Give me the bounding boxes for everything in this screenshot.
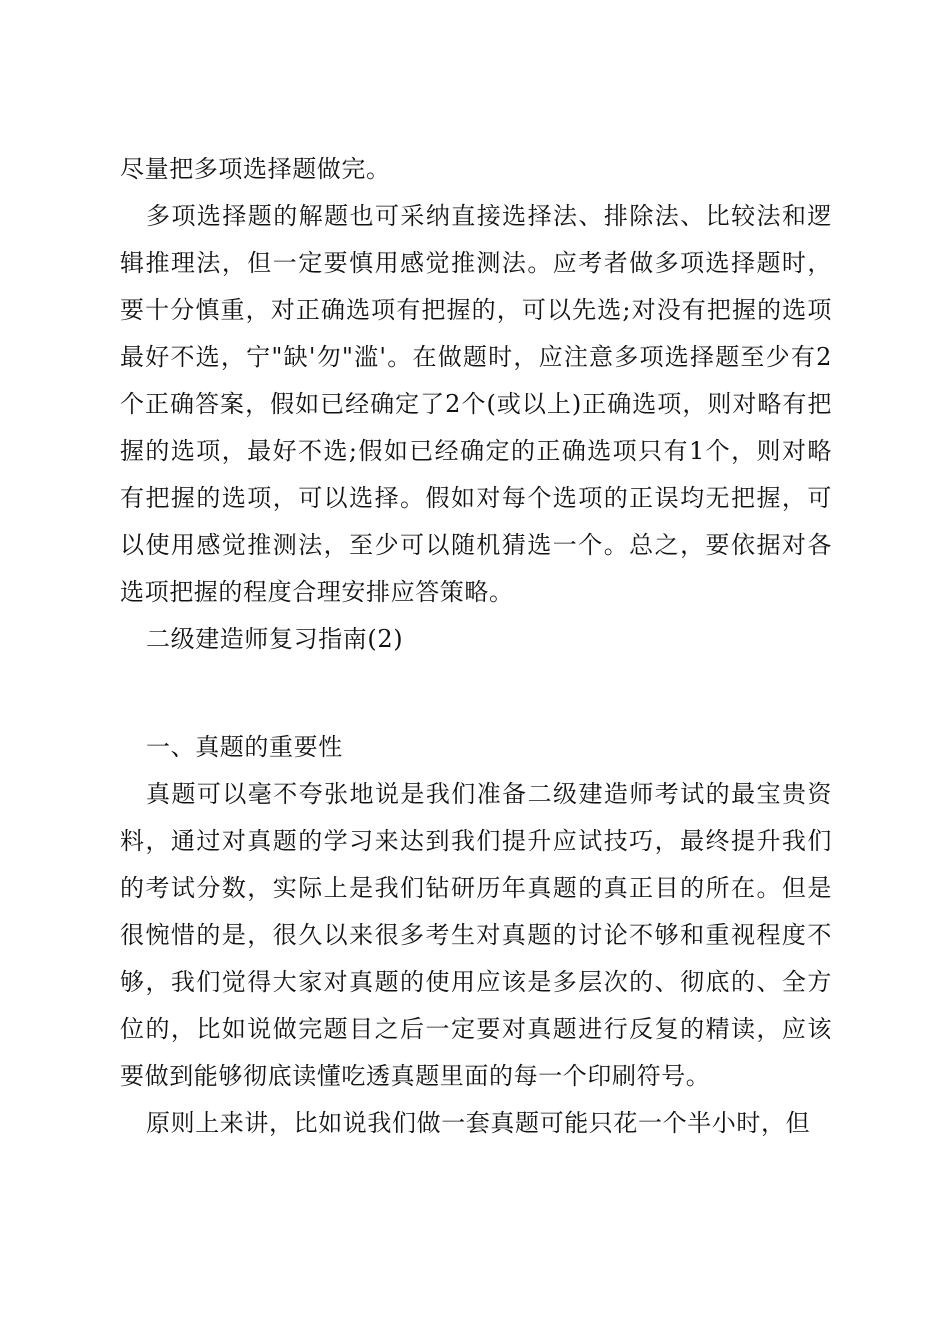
- subsection-heading: 一、真题的重要性: [146, 733, 343, 761]
- paragraph-importance-of-exams: 真题可以毫不夸张地说是我们准备二级建造师考试的最宝贵资料，通过对真题的学习来达到我们提升应试技巧，最终提升我们的考试分数，实际上是我们钻研历年真题的真正目的所在。但是很惋惜的是，很久以来很多考生对真题的讨论不够和重视程度不够，我们觉得大家对真题的使用应该是多层次的、彻底的、全方位的，比如说做完题目之后一定要对真题进行反复的精读，应该要做到能够彻底读懂吃透真题里面的每一个印刷符号。: [120, 780, 832, 1090]
- document-body: [120, 146, 832, 1147]
- section-title: 二级建造师复习指南(2): [146, 625, 404, 653]
- paragraph-continuation: 尽量把多项选择题做完。: [120, 155, 391, 183]
- paragraph-principle: 原则上来讲，比如说我们做一套真题可能只花一个半小时，但: [146, 1109, 811, 1137]
- paragraph-multiple-choice-strategy: 多项选择题的解题也可采纳直接选择法、排除法、比较法和逻辑推理法，但一定要慎用感觉推测法。应考者做多项选择题时，要十分慎重，对正确选项有把握的，可以先选;对没有把握的选项最好不选，宁"缺'勿"滥'。在做题时，应注意多项选择题至少有2个正确答案，假如已经确定了2个(或以上)正确选项，则对略有把握的选项，最好不选;假如已经确定的正确选项只有1个，则对略有把握的选项，可以选择。假如对每个选项的正误均无把握，可以使用感觉推测法，至少可以随机猜选一个。总之，要依据对各选项把握的程度合理安排应答策略。: [120, 202, 832, 606]
- blank-gap: [120, 663, 832, 724]
